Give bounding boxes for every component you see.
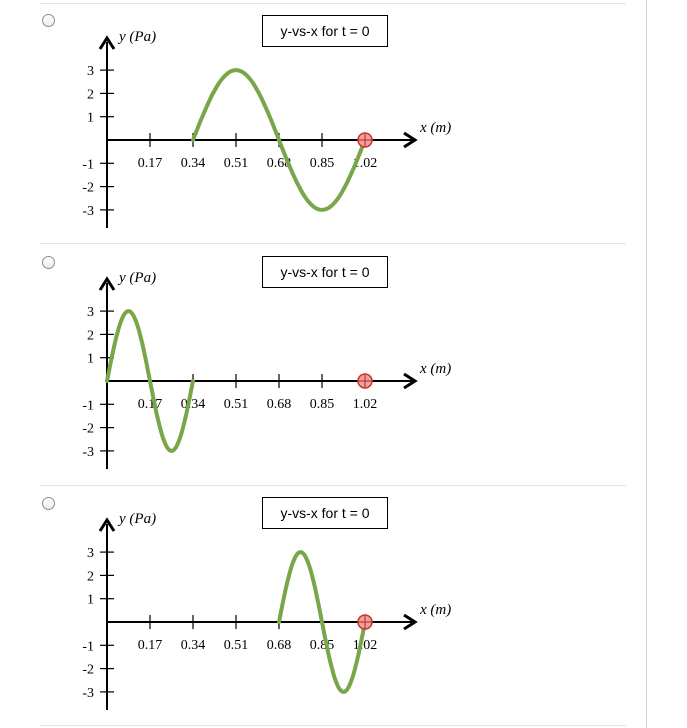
- x-tick-label: 0.34: [180, 397, 206, 412]
- y-tick-label: 1: [87, 592, 94, 608]
- x-tick-label: 0.34: [180, 638, 206, 653]
- y-tick-label: -1: [82, 157, 94, 173]
- y-axis-label: y (Pa): [119, 29, 157, 45]
- x-tick-label: 0.68: [266, 397, 292, 412]
- x-tick-label: 0.51: [223, 397, 249, 412]
- answer-option-2: [0, 241, 687, 482]
- y-tick-label: 1: [87, 351, 94, 367]
- y-tick-label: 2: [87, 328, 94, 344]
- x-tick-label: 1.02: [352, 397, 378, 412]
- y-tick-label: -1: [82, 398, 94, 414]
- x-tick-label: 1.02: [352, 156, 378, 171]
- y-tick-label: 1: [87, 110, 94, 126]
- x-tick-label: 0.17: [137, 156, 163, 171]
- x-tick-label: 0.17: [137, 638, 163, 653]
- y-tick-label: -3: [82, 685, 94, 701]
- x-tick-label: 0.51: [223, 156, 249, 171]
- y-tick-label: 3: [87, 64, 94, 80]
- x-tick-label: 0.34: [180, 156, 206, 171]
- y-tick-label: -2: [82, 180, 94, 196]
- answer-option-1: [0, 0, 687, 241]
- x-tick-label: 0.85: [309, 156, 335, 171]
- x-tick-label: 0.85: [309, 638, 335, 653]
- y-tick-label: -2: [82, 421, 94, 437]
- graph-title: y-vs-x for t = 0: [262, 256, 388, 288]
- x-axis-label: x (m): [420, 120, 452, 136]
- divider: [40, 725, 626, 726]
- y-tick-label: -3: [82, 203, 94, 219]
- x-tick-label: 0.17: [137, 397, 163, 412]
- answer-option-3: [0, 482, 687, 723]
- y-tick-label: 2: [87, 569, 94, 585]
- x-tick-label: 0.68: [266, 638, 292, 653]
- y-tick-label: 2: [87, 87, 94, 103]
- y-tick-label: -2: [82, 662, 94, 678]
- x-tick-label: 1.02: [352, 638, 378, 653]
- x-axis-label: x (m): [420, 602, 452, 618]
- x-axis-label: x (m): [420, 361, 452, 377]
- graph-title: y-vs-x for t = 0: [262, 15, 388, 47]
- y-tick-label: -3: [82, 444, 94, 460]
- x-tick-label: 0.68: [266, 156, 292, 171]
- graph-title: y-vs-x for t = 0: [262, 497, 388, 529]
- x-tick-label: 0.51: [223, 638, 249, 653]
- x-tick-label: 0.85: [309, 397, 335, 412]
- y-axis-label: y (Pa): [119, 270, 157, 286]
- y-tick-label: -1: [82, 639, 94, 655]
- y-axis-label: y (Pa): [119, 511, 157, 527]
- y-tick-label: 3: [87, 305, 94, 321]
- y-tick-label: 3: [87, 546, 94, 562]
